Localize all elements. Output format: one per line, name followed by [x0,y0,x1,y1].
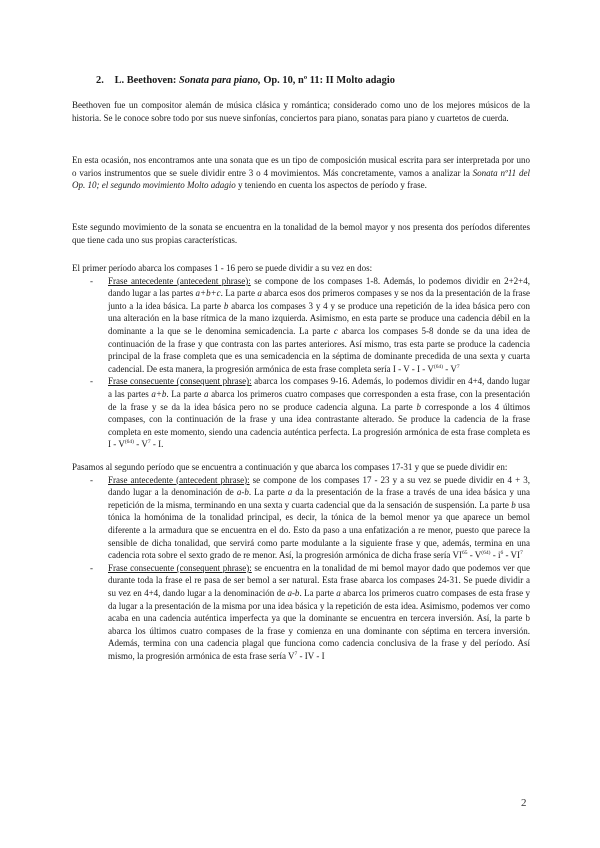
work-title: Sonata para piano, [178,75,261,86]
text-span: se compone de los compases 17 - 23 y a su vez se puede dividir en 4 + 3, dando lugar a la denominación de [108,474,531,498]
superscript: 7 [456,363,460,370]
text-span: - VI [503,550,521,561]
text-span: - V [467,550,482,561]
text-span: . La parte [299,587,337,598]
text-span: se encuentra en la tonalidad de mi bemol mayor dado que podemos ver que durante toda la frase el re pasa de ser bemol a ser natural. Esta frase abarca los compases 24-31. Se puede dividir a su vez en 4+4, dando lugar a la denominación de [108,562,530,598]
text-span: y teniendo en cuenta los aspectos de período y frase. [235,180,427,191]
italic-span: a+b+c [195,288,221,299]
list-item-consequent-phrase [72,562,530,663]
phrase-label: Frase antecedente (antecedent phrase): [108,474,250,485]
superscript: 65 [461,550,468,557]
italic-span: a+b [151,388,167,399]
italic-span: a [257,288,262,299]
period-two-section [72,461,530,663]
text-span: da la presentación de la frase a través de una idea básica y una repetición de la misma, terminando en una sexta y cuarta cadencial que da la sensación de suspensión. La parte [108,487,530,510]
italic-span: a [336,587,341,598]
text-span: abarca los compases 9-16. Además, lo podemos dividir en 4+4, dando lugar a las partes [108,376,530,399]
italic-span: b [416,401,421,412]
text-span: - IV - I [297,650,325,661]
text-span: abarca los compases 3 y 4 y se produce una repetición de la idea básica pero con una alteración en la base rítmica de la mano izquierda. Asimismo, en esta parte se produce una cadencia débil en la dominante a la que se le denomina semicadencia. La parte [108,300,530,336]
text-span: - V [134,439,148,450]
phrase-label: Frase consecuente (consequent phrase): [108,376,252,387]
italic-span: b [223,300,229,311]
list-dash: - [90,474,93,485]
text-span: . La parte [220,288,258,299]
period-one-section [72,262,530,451]
list-item-consequent-phrase [72,375,530,451]
opus-title: Op. 10, nº 11: II Molto adagio [263,75,395,86]
italic-span: c [333,325,338,336]
list-item-antecedent-phrase [72,275,530,376]
phrase-label: Frase antecedente (antecedent phrase): [108,275,251,286]
paragraph-intro [72,99,530,124]
text-span: abarca los primeros cuatro compases que corresponden a esta frase, con la presentación de la frase y se da la idea básica pero no se produce cadencia alguna. La parte [108,388,530,412]
paragraph-text: Este segundo movimiento de la sonata se encuentra en la tonalidad de la bemol mayor y nos presenta dos períodos diferentes que tiene cada uno sus propias características. [72,222,530,245]
paragraph-text: Beethoven fue un compositor alemán de música clásica y romántica; considerado como uno de los mejores músicos de la historia. Se le conoce sobre todo por sus nueve sinfonías, conciertos para piano, sonatas para piano y cuartetos de cuerda. [72,100,530,123]
paragraph-text [72,154,530,192]
text-span: - V [443,363,457,374]
text-span: corresponde a los 4 últimos compases, con la continuación de la frase y una idea contrastante alterado. Se produce la cadencia de la frase completa en este momento, siendo una cadencia auténtica perfecta. La progresión armónica de esta frase completa es I - V [108,401,531,450]
section-number: 2. [96,75,104,86]
superscript: 7 [147,439,151,446]
period-one-intro: El primer período abarca los compases 1 - 16 pero se puede dividir a su vez en dos: [72,263,373,273]
text-span: - I. [150,439,164,450]
list-item-antecedent-phrase [72,474,530,562]
italic-span: a [287,487,293,498]
text-span: se compone de los compases 1-8. Además, lo podemos dividir en 2+2+4, dando lugar a las partes [108,275,530,299]
period-two-list [72,474,530,663]
period-one-list [72,275,530,451]
italic-span: a-b [236,487,249,498]
paragraph-tonality [72,221,530,246]
list-dash: - [90,376,93,387]
italic-span: a-b [287,587,300,598]
section-heading [96,74,395,88]
superscript: (64) [124,439,135,446]
list-dash: - [90,562,93,573]
italic-span: b [511,499,516,510]
phrase-label: Frase consecuente (consequent phrase): [108,562,252,573]
superscript: (64) [433,363,444,370]
italic-title: Sonata nº11 del Op. 10; el segundo movimiento Molto adagio [72,167,530,191]
list-dash: - [90,275,93,286]
period-two-intro: Pasamos al segundo período que se encuentra a continuación y que abarca los compases 17-31 y que se puede dividir en: [72,462,508,472]
text-span: . La parte [248,487,288,498]
paragraph-sonata [72,154,530,192]
composer-name: L. Beethoven: [114,75,177,86]
superscript: 7 [520,550,523,557]
superscript: 6 [500,550,504,557]
page-number: 2 [521,797,527,809]
text-span: abarca esos dos primeros compases y se nos da la presentación de la frase junto a la idea básica. La parte [108,288,531,311]
text-span: usa tónica la homónima de la tonalidad principal, es decir, la tónica de la bemol menor ya que aparece un bemol diferente a la armadura que se encuentra en el do. Esto da paso a una enfatización a re menor, puesto que parece la sensible de dicha tonalidad, que servirá como parte modulante a la siguiente frase y que, además, termina en una cadencia rota sobre el sexto grado de re menor. Así, la progresión armónica de dicha frase sería VI [108,499,530,561]
text-span: . La parte [166,388,204,399]
text-span: abarca los compases 5-8 donde se da una idea de continuación de la frase y que contrasta con las partes anteriores. Así mismo, tras esta parte se produce la cadencia principal de la frase completa que es una semicadencia en la séptima de dominante precedida de una sexta y cuarta cadencial. De esta manera, la progresión armónica de esta frase completa sería I - V - I - V [108,325,530,374]
text-span: En esta ocasión, nos encontramos ante una sonata que es un tipo de composición musical escrita para ser interpretada por uno o varios instrumentos que se suele dividir entre 3 o 4 movimientos. Más concretamente, vamos a analizar la [72,155,530,178]
superscript: (64) [481,550,491,557]
superscript: 7 [294,650,298,657]
italic-span: a [203,388,209,399]
text-span: abarca los primeros cuatro compases de esta frase y da lugar a la presentación de la misma por una idea básica y la repetición de esta idea. Asimismo, podemos ver como acaba en una cadencia auténtica imperfecta ya que la dominante se encuentra en tercera inversión. Así, la parte b abarca los últimos cuatro compases de la frase y comienza en una dominante con séptima en tercera inversión. Además, termina con una cadencia plagal que funciona como cadencia conclusiva de la frase y del período. Así mismo, la progresión armónica de esta frase sería V [108,587,530,661]
text-span: - i [490,550,501,561]
